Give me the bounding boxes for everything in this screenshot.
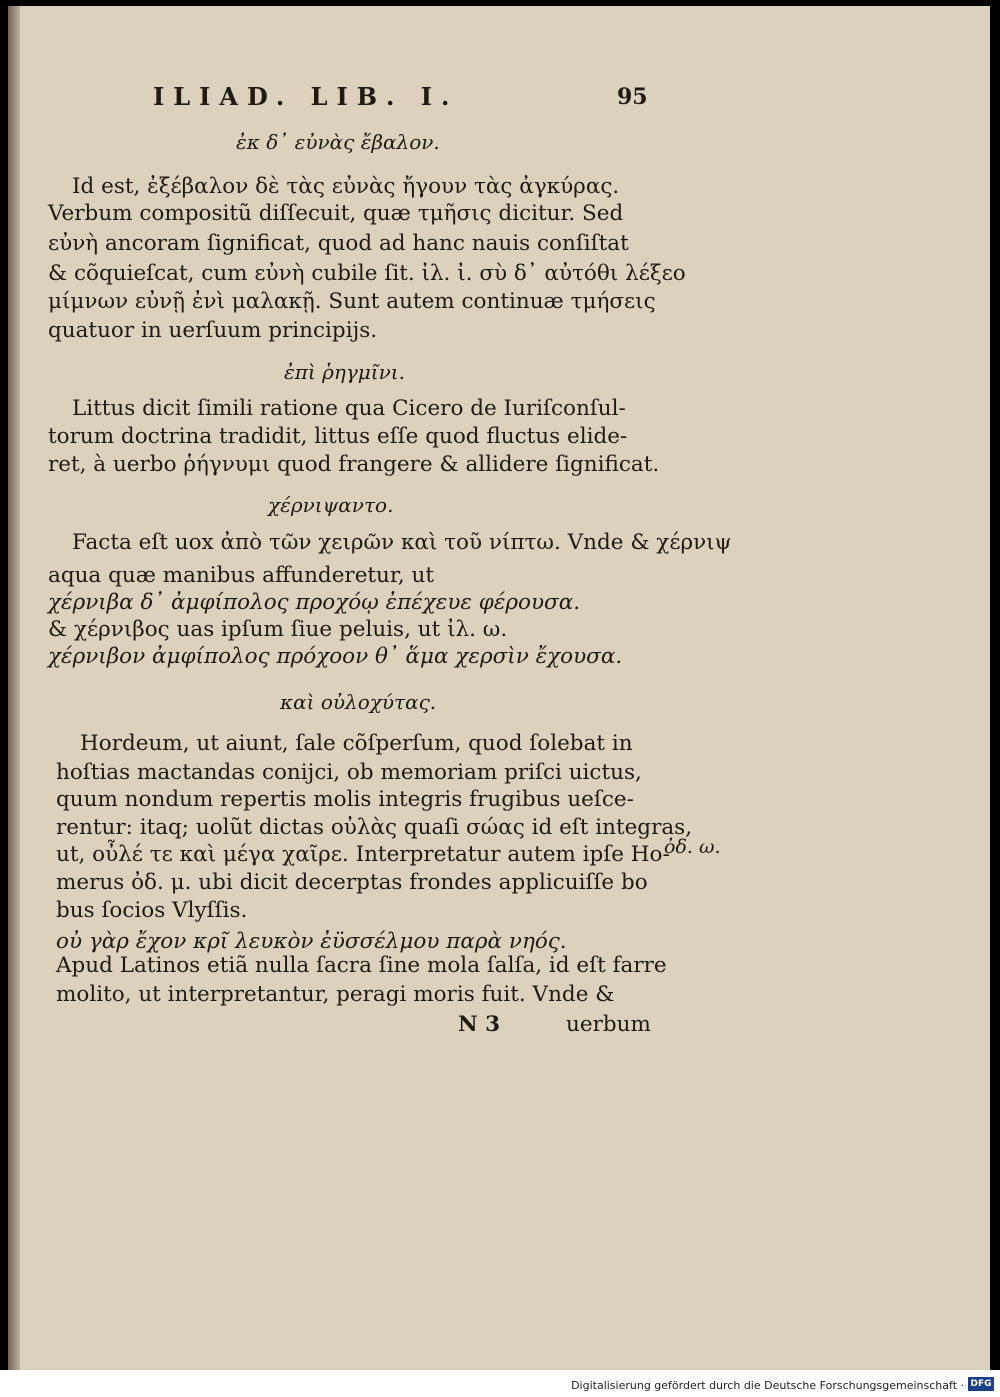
verse-line: χέρνιβα δ᾽ ἀμφίπολος προχόῳ ἐπέχευε φέρουσα.: [48, 590, 581, 615]
text-line: torum doctrina tradidit, littus eſſe quod fluctus elide-: [48, 424, 628, 449]
text-line: rentur: itaq; uolũt dictas οὐλὰς quaſi σώας id eſt integras,: [56, 815, 693, 840]
text-line: aqua quæ manibus affunderetur, ut: [48, 563, 434, 588]
page-number: 95: [617, 84, 648, 110]
text-line: bus ſocios Vlyſſis.: [56, 898, 248, 923]
text-line: μίμνων εὐνῇ ἐνὶ μαλακῇ. Sunt autem continuæ τμήσεις: [48, 289, 656, 314]
text-line: Littus dicit ſimili ratione qua Cicero de Iuriſconſul-: [72, 396, 626, 421]
section-heading: καὶ οὐλοχύτας.: [280, 690, 437, 714]
text-line: Facta eſt uox ἀπὸ τῶν χειρῶν καὶ τοῦ νίπτω. Vnde & χέρνιψ: [72, 530, 732, 555]
text-line: molito, ut interpretantur, peragi moris fuit. Vnde &: [56, 982, 615, 1007]
signature-mark: N 3: [458, 1012, 501, 1037]
text-line: merus ὀδ. μ. ubi dicit decerptas frondes applicuiſſe bo: [56, 870, 648, 895]
text-line: εὐνὴ ancoram ſignificat, quod ad hanc nauis conſiſtat: [48, 231, 629, 256]
verse-line: οὐ γὰρ ἔχον κρῖ λευκὸν ἐϋσσέλμου παρὰ νηός.: [56, 929, 567, 954]
text-line: & χέρνιβος uas ipſum ſiue peluis, ut ἰλ. ω.: [48, 617, 508, 642]
text-line: quum nondum repertis molis integris frugibus ueſce-: [56, 787, 634, 812]
catchword: uerbum: [566, 1012, 651, 1037]
running-head: ILIAD. LIB. I.: [153, 82, 459, 111]
section-heading: ἐκ δ᾽ εὐνὰς ἔβαλον.: [236, 130, 440, 154]
text-line: hoſtias mactandas conijci, ob memoriam priſci uictus,: [56, 760, 642, 785]
dfg-logo: DFG: [968, 1377, 994, 1391]
text-line: Id est, ἐξέβαλον δὲ τὰς εὐνὰς ἤγουν τὰς ἀγκύρας.: [72, 174, 620, 199]
footer-credit: Digitalisierung gefördert durch die Deutsche Forschungsgemeinschaft ·: [571, 1379, 964, 1392]
section-heading: ἐπὶ ῥηγμῖνι.: [284, 360, 405, 384]
section-heading: χέρνιψαντο.: [268, 493, 394, 517]
text-line: & cõquieſcat, cum εὐνὴ cubile ſit. ἰλ. ἰ. σὺ δ᾽ αὐτόθι λέξεο: [48, 261, 686, 286]
text-line: ret, à uerbo ῥήγνυμι quod frangere & allidere ſignificat.: [48, 452, 660, 477]
text-line: Apud Latinos etiã nulla ſacra ſine mola ſalſa, id eſt farre: [56, 953, 667, 978]
text-line: quatuor in uerſuum principijs.: [48, 318, 378, 343]
text-line: ut, οὖλέ τε καὶ μέγα χαῖρε. Interpretatur autem ipſe Ho-: [56, 842, 670, 867]
text-line: Verbum compositũ diſſecuit, quæ τμῆσις dicitur. Sed: [48, 201, 624, 226]
text-line: Hordeum, ut aiunt, ſale cõſperſum, quod ſolebat in: [80, 731, 633, 756]
verse-line: χέρνιβον ἀμφίπολος πρόχοον θ᾽ ἅμα χερσὶν ἔχουσα.: [48, 644, 623, 669]
margin-note: ὀδ. ω.: [664, 836, 721, 858]
page-gutter-shadow: [8, 6, 20, 1370]
